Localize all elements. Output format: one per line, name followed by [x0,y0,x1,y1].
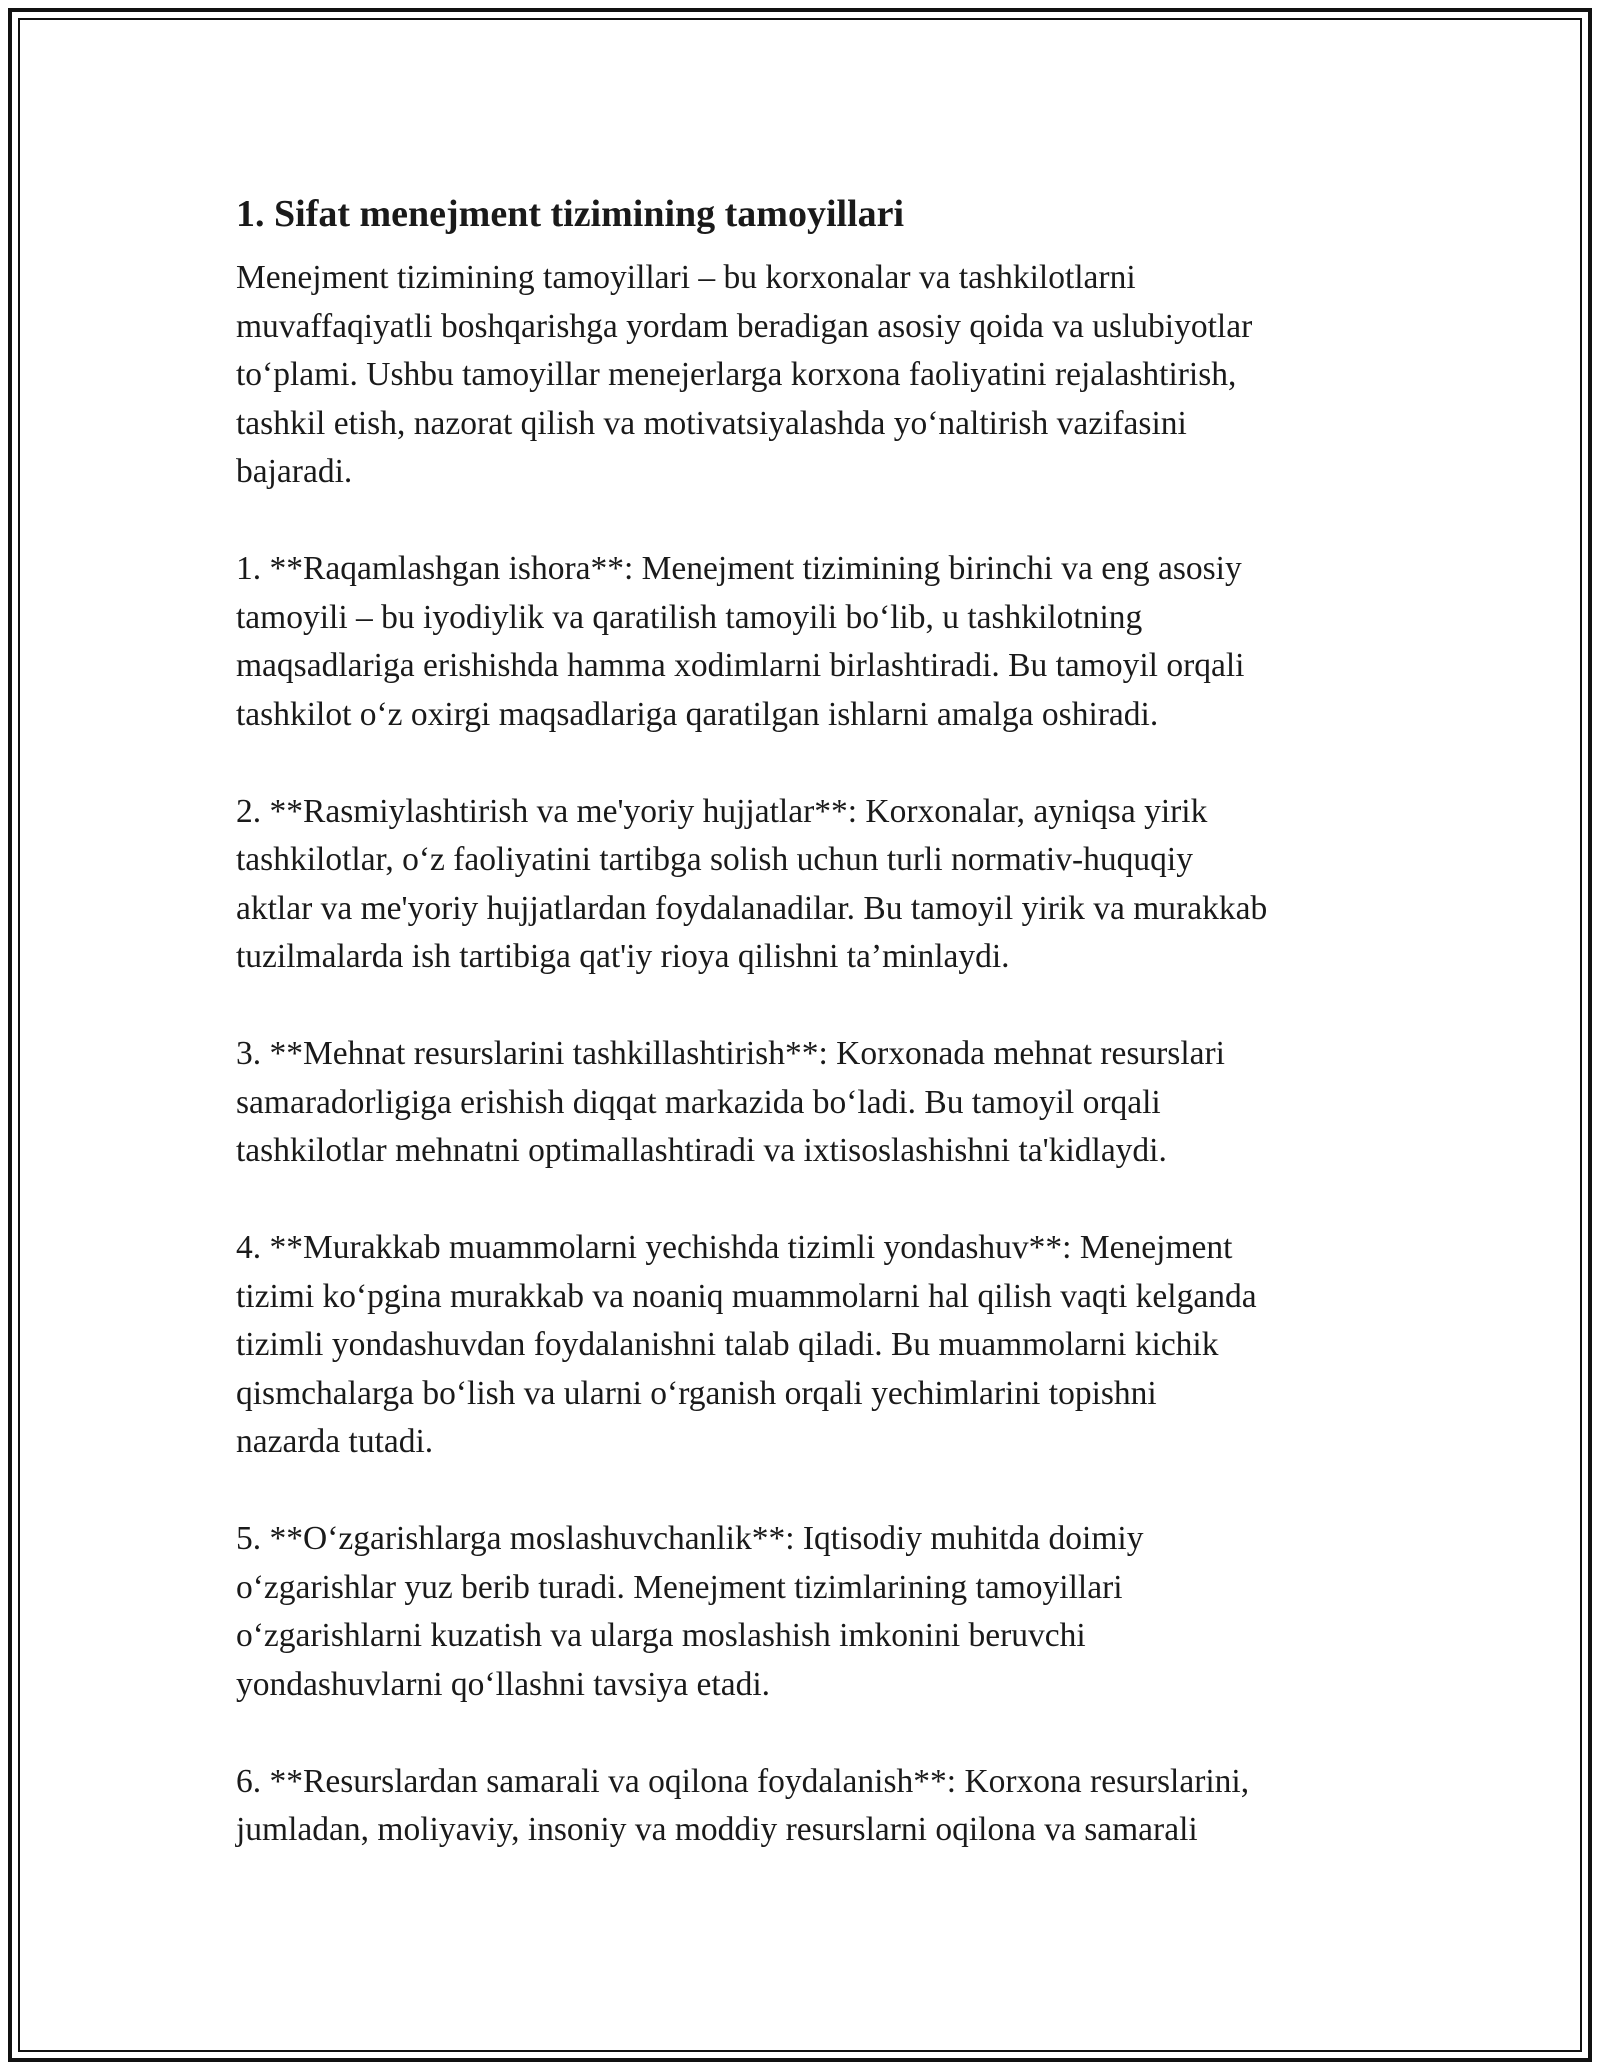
principle-3-paragraph: 3. **Mehnat resurslarini tashkillashtirish**: Korxonada mehnat resurslari samaradorligiga erishish diqqat markazida bo‘ladi. Bu tamoyil orqali tashkilotlar mehnatni optimallashtiradi va ixtisoslashishni ta'kidlaydi. [236,1035,1225,1169]
section-heading: 1. Sifat menejment tizimining tamoyillari [236,193,905,235]
principle-1-paragraph: 1. **Raqamlashgan ishora**: Menejment tizimining birinchi va eng asosiy tamoyili – bu iyodiylik va qaratilish tamoyili bo‘lib, u tashkilotning maqsadlariga erishishda hamma xodimlarni birlashtiradi. Bu tamoyil orqali tashkilot o‘z oxirgi maqsadlariga qaratilgan ishlarni amalga oshiradi. [236,550,1245,733]
principle-4-paragraph: 4. **Murakkab muammolarni yechishda tizimli yondashuv**: Menejment tizimi ko‘pgina murakkab va noaniq muammolarni hal qilish vaqti kelganda tizimli yondashuvdan foydalanishni talab qiladi. Bu muammolarni kichik qismchalarga bo‘lish va ularni o‘rganish orqali yechimlarini topishni nazarda tutadi. [236,1229,1257,1460]
principle-2-paragraph: 2. **Rasmiylashtirish va me'yoriy hujjatlar**: Korxonalar, ayniqsa yirik tashkilotlar, o‘z faoliyatini tartibga solish uchun turli normativ-huquqiy aktlar va me'yoriy hujjatlardan foydalanadilar. Bu tamoyil yirik va murakkab tuzilmalarda ish tartibiga qat'iy rioya qilishni ta’minlaydi. [236,792,1268,975]
principle-6-paragraph: 6. **Resurslardan samarali va oqilona foydalanish**: Korxona resurslarini, jumladan, moliyaviy, insoniy va moddiy resurslarni oqilona va samarali [236,1762,1250,1848]
document-body [236,186,1386,1903]
intro-paragraph: Menejment tizimining tamoyillari – bu korxonalar va tashkilotlarni muvaffaqiyatli boshqarishga yordam beradigan asosiy qoida va uslubiyotlar to‘plami. Ushbu tamoyillar menejerlarga korxona faoliyatini rejalashtirish, tashkil etish, nazorat qilish va motivatsiyalashda yo‘naltirish vazifasini bajaradi. [236,259,1253,490]
principle-5-paragraph: 5. **O‘zgarishlarga moslashuvchanlik**: Iqtisodiy muhitda doimiy o‘zgarishlar yuz berib turadi. Menejment tizimlarining tamoyillari o‘zgarishlarni kuzatish va ularga moslashish imkonini beruvchi yondashuvlarni qo‘llashni tavsiya etadi. [236,1520,1144,1703]
